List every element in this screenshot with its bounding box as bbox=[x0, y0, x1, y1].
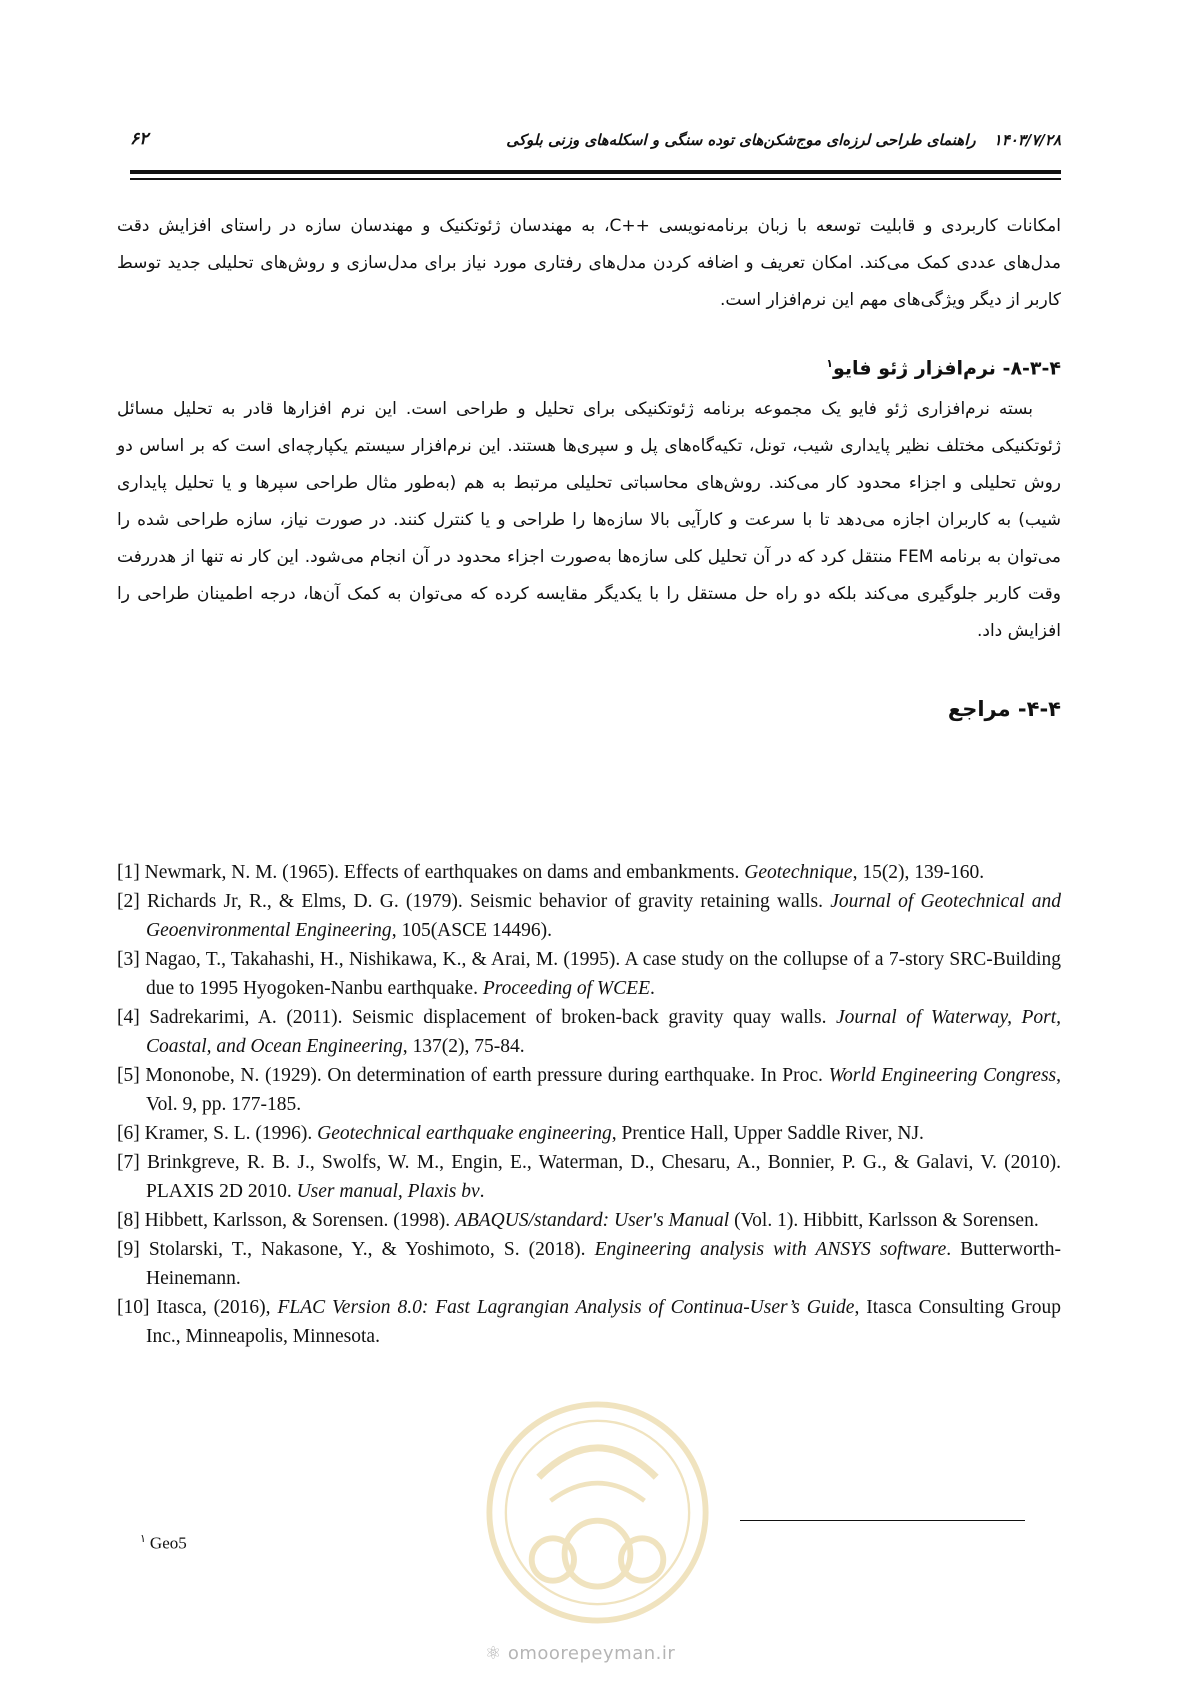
reference-pre: [7] Brinkgreve, R. B. J., Swolfs, W. M., Engin, E., Waterman, D., Chesaru, A., Bonnier, P. G., & Galavi, V. (2010). PLAXIS 2D 2010. bbox=[117, 1152, 1061, 1202]
reference-post: , 137(2), 75-84. bbox=[402, 1036, 525, 1057]
reference-item bbox=[117, 1061, 1061, 1119]
reference-pre: [6] Kramer, S. L. (1996). bbox=[117, 1123, 318, 1144]
references-heading: ۴-۴- مراجع bbox=[947, 697, 1061, 722]
reference-item bbox=[117, 1206, 1061, 1235]
reference-item bbox=[117, 1003, 1061, 1061]
reference-it: Engineering analysis with ANSYS software bbox=[594, 1239, 947, 1260]
reference-post: . bbox=[649, 978, 655, 999]
footnote-marker: ۱ bbox=[826, 357, 833, 370]
reference-pre: [4] Sadrekarimi, A. (2011). Seismic displacement of broken-back gravity quay walls. bbox=[117, 1007, 837, 1028]
page-header bbox=[130, 125, 1061, 183]
reference-post: . Butterworth-Heinemann. bbox=[146, 1239, 1061, 1289]
section-paragraph: بسته نرم‌افزاری ژئو فایو یک مجموعه برنامه ژئوتکنیکی برای تحلیل و طراحی است. این نرم افزارها قادر به تحلیل مسائل ژئوتکنیکی مختلف نظیر پایداری شیب، تونل، تکیه‌گاه‌های پل و سپری‌ها هستند. این نرم‌افزار سیستم یکپارچه‌ای است که بر اساس دو روش تحلیلی و اجزاء محدود کار می‌کند. روش‌های محاسباتی تحلیلی مرتبط به هم (به‌طور مثال طراحی سپرها و یا تحلیل پایداری شیب) به کاربران اجازه می‌دهد تا با سرعت و کارآیی بالا سازه‌ها را طراحی و یا کنترل کنند. در صورت نیاز، سازه طراحی شده را می‌توان به برنامه FEM منتقل کرد که در آن تحلیل کلی سازه‌ها به‌صورت اجزاء محدود در آن انجام می‌شود. این کار نه تنها از هدررفت وقت کاربر جلوگیری می‌کند بلکه دو راه حل مستقل را با یکدیگر مقایسه کرده که می‌توان به کمک آن‌ها، درجه اطمینان طراحی را افزایش داد. bbox=[117, 399, 1061, 642]
reference-item bbox=[117, 858, 1061, 887]
reference-it: FLAC Version 8.0: Fast Lagrangian Analysis of Continua-User’s Guide bbox=[277, 1297, 855, 1318]
reference-post: (Vol. 1). Hibbitt, Karlsson & Sorensen. bbox=[729, 1210, 1039, 1231]
footnote bbox=[140, 1532, 187, 1554]
reference-item bbox=[117, 1293, 1061, 1351]
reference-pre: [1] Newmark, N. M. (1965). Effects of earthquakes on dams and embankments. bbox=[117, 862, 745, 883]
reference-pre: [2] Richards Jr, R., & Elms, D. G. (1979). Seismic behavior of gravity retaining walls. bbox=[117, 891, 831, 912]
reference-pre: [9] Stolarski, T., Nakasone, Y., & Yoshimoto, S. (2018). bbox=[117, 1239, 595, 1260]
reference-it: Geotechnique bbox=[744, 862, 853, 883]
reference-item bbox=[117, 1148, 1061, 1206]
reference-pre: [3] Nagao, T., Takahashi, H., Nishikawa, K., & Arai, M. (1995). A case study on the collupse of a 7-story SRC-Building due to 1995 Hyogoken-Nanbu earthquake. bbox=[117, 949, 1061, 999]
reference-post: , Vol. 9, pp. 177-185. bbox=[146, 1065, 1061, 1115]
references-list bbox=[117, 858, 1061, 1351]
reference-post: , Itasca Consulting Group Inc., Minneapolis, Minnesota. bbox=[146, 1297, 1061, 1347]
watermark-site-text: omoorepeyman.ir bbox=[507, 1643, 676, 1664]
main-text bbox=[117, 208, 1061, 744]
reference-it: Geotechnical earthquake engineering bbox=[317, 1123, 612, 1144]
section-heading-text: ۸-۳-۴- نرم‌افزار ژئو فایو bbox=[832, 357, 1061, 380]
reference-item bbox=[117, 945, 1061, 1003]
header-date: ۱۴۰۳/۷/۲۸ bbox=[993, 131, 1061, 149]
reference-post: , 105(ASCE 14496). bbox=[391, 920, 553, 941]
reference-item bbox=[117, 887, 1061, 945]
reference-it: Proceeding of WCEE bbox=[482, 978, 650, 999]
reference-item bbox=[117, 1235, 1061, 1293]
header-title-text: راهنمای طراحی لرزه‌ای موج‌شکن‌های توده سنگی و اسکله‌های وزنی بلوکی bbox=[506, 131, 976, 149]
reference-it: World Engineering Congress bbox=[828, 1065, 1057, 1086]
reference-it: ABAQUS/standard: User's Manual bbox=[454, 1210, 730, 1231]
seal-logo-icon bbox=[480, 1395, 715, 1630]
watermark-site: ⚛ omoorepeyman.ir bbox=[485, 1643, 676, 1664]
reference-post: , Prentice Hall, Upper Saddle River, NJ. bbox=[611, 1123, 924, 1144]
intro-paragraph: امکانات کاربردی و قابلیت توسعه با زبان برنامه‌نویسی ++C، به مهندسان ژئوتکنیک و مهندسان سازه در راستای افزایش دقت مدل‌های عددی کمک می‌کند. امکان تعریف و اضافه کردن مدل‌های رفتاری مورد نیاز برای مدل‌سازی و روش‌های تحلیلی جدید توسط کاربر از دیگر ویژگی‌های مهم این نرم‌افزار است. bbox=[117, 216, 1061, 310]
section-heading bbox=[117, 349, 1061, 383]
reference-it: Journal of Geotechnical and Geoenvironmental Engineering bbox=[146, 891, 1061, 941]
footnote-number: ۱ bbox=[140, 1533, 146, 1545]
reference-post: . bbox=[479, 1181, 485, 1202]
header-rule-thick bbox=[130, 170, 1061, 174]
reference-pre: [10] Itasca, (2016), bbox=[117, 1297, 278, 1318]
reference-post: , 15(2), 139-160. bbox=[852, 862, 985, 883]
reference-item bbox=[117, 1119, 1061, 1148]
reference-it: User manual, Plaxis bv bbox=[296, 1181, 480, 1202]
page-number: ۶۲ bbox=[130, 129, 149, 149]
reference-pre: [5] Mononobe, N. (1929). On determination of earth pressure during earthquake. In Proc. bbox=[117, 1065, 829, 1086]
reference-it: Journal of Waterway, Port, Coastal, and Ocean Engineering bbox=[146, 1007, 1062, 1057]
reference-pre: [8] Hibbett, Karlsson, & Sorensen. (1998). bbox=[117, 1210, 455, 1231]
footnote-text: Geo5 bbox=[149, 1533, 187, 1553]
running-title bbox=[506, 131, 1061, 149]
footnote-rule bbox=[740, 1520, 1025, 1521]
header-rule-thin bbox=[130, 178, 1061, 180]
